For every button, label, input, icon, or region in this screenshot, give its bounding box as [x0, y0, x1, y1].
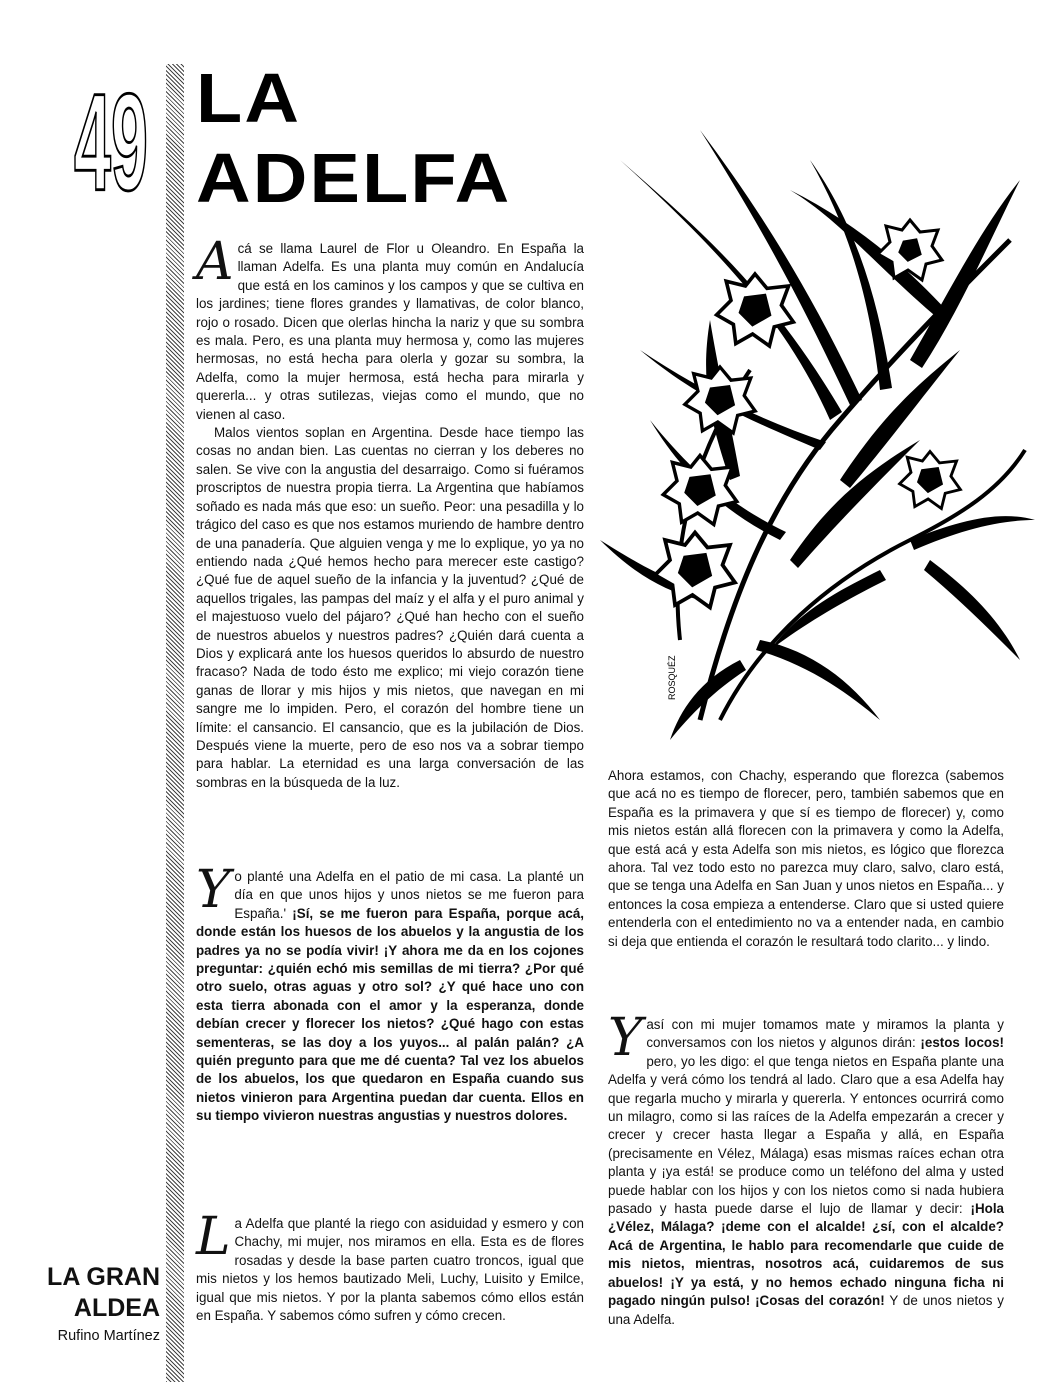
oleander-illustration	[580, 120, 1040, 750]
planted-paragraph	[196, 860, 584, 1126]
mate-paragraph	[608, 1008, 1004, 1329]
dropcap: A	[196, 232, 234, 292]
publication-title	[30, 1262, 160, 1324]
decorative-side-bar	[166, 64, 184, 1382]
page-number-text: 49	[73, 65, 148, 220]
headline-line-1: LA	[196, 59, 302, 137]
article-planted	[196, 860, 584, 1126]
mate-text-2: pero, yo les digo: el que tenga nietos en España plante una Adelfa y verá cómo los tendrá al lado. Claro que a esa Adelfa hay que regarla mucho y mirarla y quererla. Y entonces ocurrirá como un milagro, como si las raíces de la Adelfa empezarán a crecer y crecer y crecer hasta llegar a España y allá, en España (precisamente en Vélez, Málaga) esas mismas raíces echan otra planta y ¡ya está! se produce como un teléfono del alma y usted puede hablar con los hijos y con los nietos como si nada hubiera pasado y hasta puede darse el lujo de llamar y decir:	[608, 1053, 1004, 1217]
article-now	[608, 767, 1004, 951]
intro-paragraph-1	[196, 232, 584, 424]
mate-bold-2: ¡Hola ¿Vélez, Málaga? ¡deme con el alcalde! ¿sí, con el alcalde? Acá de Argentina, le hablo para recomendarle que cuide de mis nietos, mientras, nosotros acá, cuidaremos de sus abuelos! ¡Y ya está, y no hemos echado ninguna ficha ni pagado ningún pulso! ¡Cosas del corazón!	[608, 1201, 1004, 1309]
intro-text-1: cá se llama Laurel de Flor u Oleandro. En España la llaman Adelfa. Es una planta muy común en Andalucía que está en los caminos y los campos y que se cultiva en los jardines; tiene flores grandes y llamativas, de color blanco, rojo o rosado. Dicen que olerlas hincha la nariz y que su sombra es mala. Pero, es una planta muy hermosa y, como las mujeres hermosas, no está hecha para olerla y gozar su sombra, la Adelfa, como la mujer hermosa, está hecha para mirarla y quererla... y otras sutilezas, viejas como el mundo, que no vienen al caso.	[196, 241, 584, 422]
riego-text: a Adelfa que planté la riego con asiduidad y esmero y con Chachy, mi mujer, nos miramos en ella. Esta es de flores rosadas y desde la base parten cuatro troncos, igual que mis nietos y los hemos bautizado Meli, Luchy, Luisito y Emilce, igual que mis nietos. Y por la planta sabemos cómo ellos están en España. Y sabemos cómo sufren y cómo crecen.	[196, 1216, 584, 1324]
mate-text-1: así con mi mujer tomamos mate y miramos la planta y conversamos con los nietos y algunos dirán:	[646, 1017, 1004, 1051]
dropcap: Y	[608, 1008, 643, 1068]
author-name: Rufino Martínez	[57, 1328, 160, 1344]
mate-text-3: Y de unos nietos y una Adelfa.	[608, 1293, 1004, 1327]
article-riego	[196, 1207, 584, 1325]
publication-credit	[30, 1262, 160, 1346]
publication-title-line-2: ALDEA	[73, 1294, 160, 1322]
dropcap: Y	[196, 860, 231, 920]
headline	[196, 58, 511, 218]
dropcap: L	[196, 1207, 231, 1267]
intro-paragraph-2: Malos vientos soplan en Argentina. Desde hace tiempo las cosas no andan bien. Las cuentas no cierran y los deberes no salen. Se vive con la angustia del desarraigo. Como si fuéramos proscriptos de nuestra propia tierra. La Argentina que habíamos soñado es nada más que eso: un sueño. Peor: una pesadilla y lo trágico del caso es que nos estamos muriendo de hambre dentro de una panadería. Que alguien venga y me lo explique, yo ya no entiendo nada ¿Qué hemos hecho para merecer este castigo? ¿Qué fue de aquel sueño de la infancia y la juventud? ¿Qué de aquellos trigales, las pampas del maíz y el alfa y el puro animal y el majestuoso vuelo del pájaro? ¿Qué han hecho con el sueño de nuestros abuelos y nuestros padres? ¿Quién dará cuenta a Dios y explicará ante los huesos queridos lo absurdo de nuestro fracaso? Nada de todo ésto me explico; mi viejo corazón tiene ganas de llorar y mis hijos y mis nietos, que navegan en mi sangre me lo impiden. Pero, el corazón del hombre tiene un límite: el cansancio. El cansancio, que es la jubilación de Dios. Después viene la muerte, pero de eso nos va a sobrar tiempo para hablar. La eternidad es una larga conversación de las sombras en la búsqueda de la luz.	[196, 425, 584, 790]
publication-title-line-1: LA GRAN	[47, 1263, 160, 1291]
illustration-signature: ROSQUÉZ	[667, 655, 677, 700]
page-number	[72, 62, 150, 220]
now-paragraph: Ahora estamos, con Chachy, esperando que florezca (sabemos que acá no es tiempo de florecer, pero, también sabemos que en España es la primavera y que sí es tiempo de florecer) y, como mis nietos están allá florecen con la primavera y como la Adelfa, que está acá y esta Adelfa son mis nietos, es lógico que florezca ahora. Tal vez todo esto no parezca muy claro, salvo, claro está, que se tenga una Adelfa en San Juan y unos nietos en España... y entonces la cosa empieza a entenderse. Claro que si usted quiere entenderla con el entedimiento no va a entender nada, en cambio si deja que entienda el corazón le resultará todo clarito... y lindo.	[608, 768, 1004, 949]
mate-bold-1: ¡estos locos!	[920, 1035, 1004, 1051]
riego-paragraph	[196, 1207, 584, 1325]
article-intro	[196, 232, 584, 792]
planted-text: o planté una Adelfa en el patio de mi casa. La planté un día en que unos hijos y unos nietos se me fueron para España.'	[234, 869, 584, 921]
headline-line-2: ADELFA	[196, 139, 512, 217]
article-mate	[608, 1008, 1004, 1329]
planted-bold-text: ¡Sí, se me fueron para España, porque acá, donde están los huesos de los abuelos y la angustia de los padres ya no se podía vivir! ¡Y ahora me da en los cojones preguntar: ¿quién echó mis semillas de mi tierra? ¿Por qué otro suelo, otras aguas y otro sol? ¿Y qué hace uno con esta tierra abonada con el amor y la esperanza, donde debían crecer y florecer los nietos? ¿Qué hago con estas sementeras, se las doy a los yuyos... al palán palán? ¿A quién pregunto para que me dé cuenta? Tal vez los abuelos de los abuelos, los que quedaron en España cuando sus nietos vinieron para Argentina puedan dar cuenta. Ellos en su tiempo vivieron nuestras angustias y nuestros dolores.	[196, 905, 584, 1124]
